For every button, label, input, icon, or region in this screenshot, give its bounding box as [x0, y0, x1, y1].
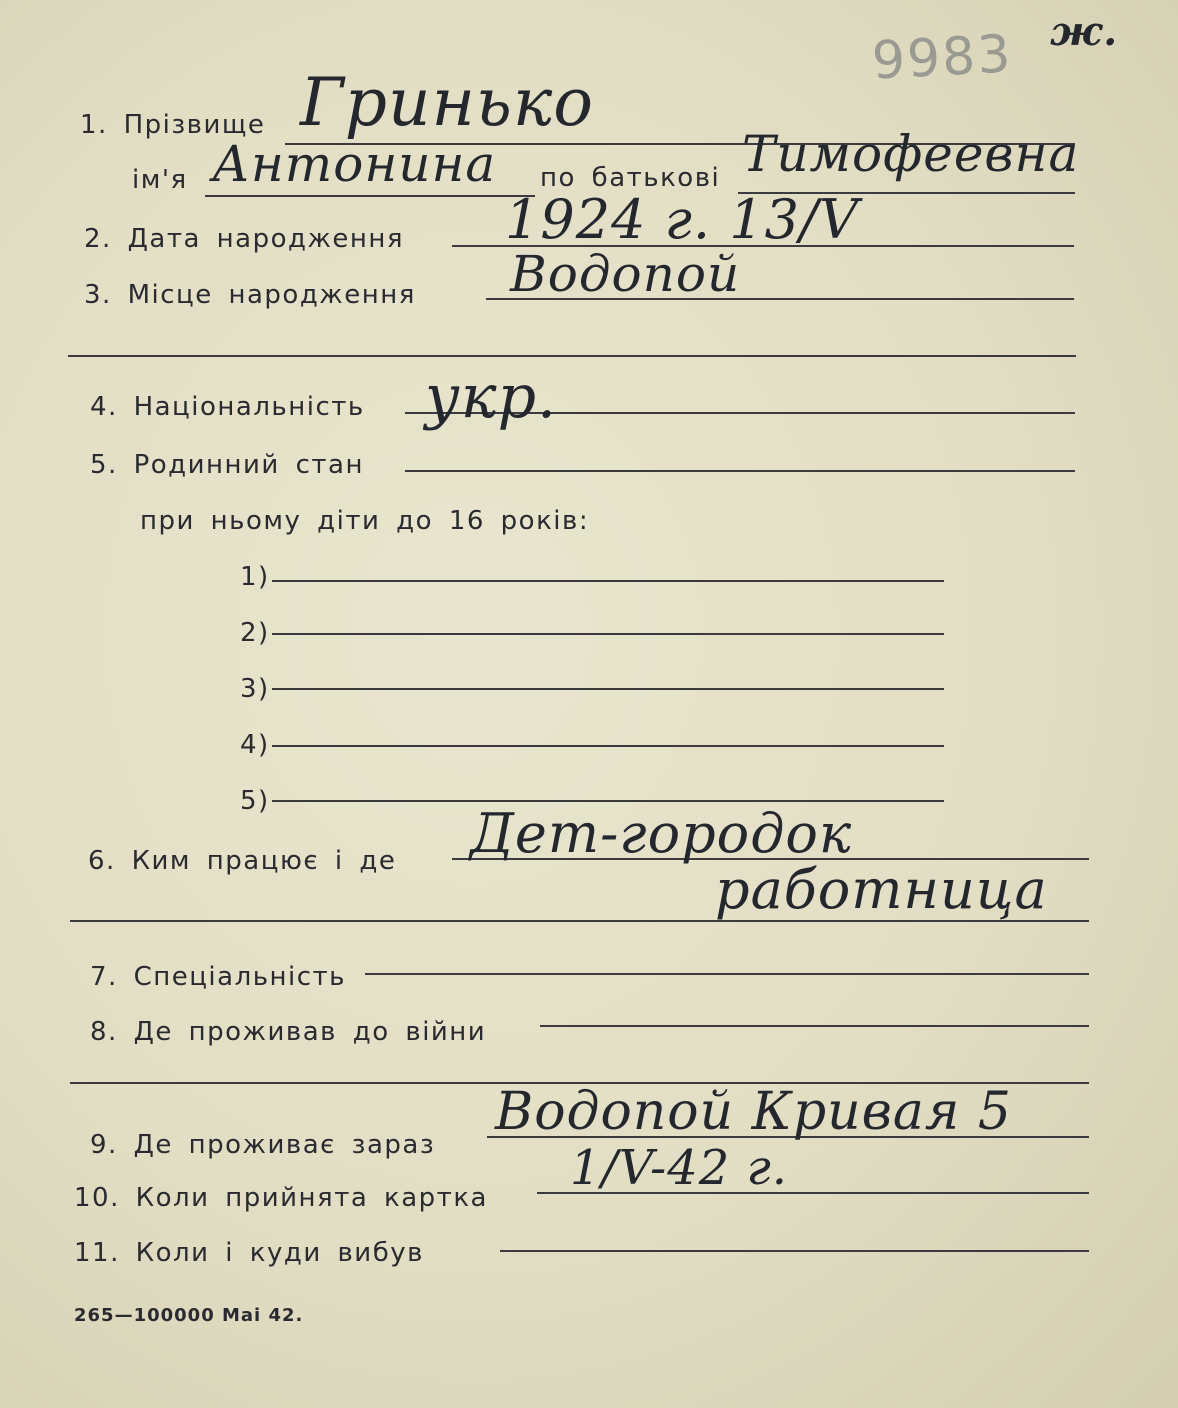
child-3-line[interactable] [272, 688, 944, 690]
nationality-value[interactable]: укр. [425, 362, 558, 432]
child-2-number: 2) [240, 618, 270, 648]
current-label: 9. Де проживає зараз [90, 1130, 436, 1160]
birth-place-line-2 [68, 355, 1076, 357]
left-line[interactable] [500, 1250, 1089, 1252]
print-run-imprint: 265—100000 Mai 42. [74, 1305, 304, 1326]
child-1-line[interactable] [272, 580, 944, 582]
work-label: 6. Ким працює і де [88, 846, 397, 876]
card-date-value[interactable]: 1/V-42 г. [570, 1140, 789, 1196]
surname-value[interactable]: Гринько [300, 64, 595, 141]
surname-label: 1. Прізвище [80, 110, 266, 140]
work-value-1[interactable]: Дет-городок [470, 802, 853, 865]
children-label: при ньому діти до 16 років: [140, 506, 590, 536]
current-value[interactable]: Водопой Кривая 5 [495, 1082, 1012, 1142]
birth-date-label: 2. Дата народження [84, 224, 405, 254]
left-label: 11. Коли і куди вибув [74, 1238, 424, 1268]
archive-number: 9983 [870, 24, 1014, 92]
child-4-line[interactable] [272, 745, 944, 747]
child-3-number: 3) [240, 674, 270, 704]
speciality-label: 7. Спеціальність [90, 962, 347, 992]
child-5-number: 5) [240, 786, 270, 816]
child-1-number: 1) [240, 562, 270, 592]
work-value-2[interactable]: работница [715, 858, 1048, 921]
name-line [205, 195, 535, 197]
speciality-line[interactable] [365, 973, 1089, 975]
birth-date-value[interactable]: 1924 г. 13/V [505, 188, 860, 251]
prewar-label: 8. Де проживав до війни [90, 1017, 487, 1047]
name-label: ім'я [132, 165, 188, 195]
birth-place-label: 3. Місце народження [84, 280, 416, 310]
child-2-line[interactable] [272, 633, 944, 635]
patronymic-value[interactable]: Тимофеевна [742, 125, 1080, 183]
child-4-number: 4) [240, 730, 270, 760]
card-date-label: 10. Коли прийнята картка [74, 1183, 488, 1213]
marital-line [405, 470, 1075, 472]
name-value[interactable]: Антонина [212, 135, 497, 193]
nationality-label: 4. Національність [90, 392, 365, 422]
birth-place-value[interactable]: Водопой [510, 245, 741, 303]
prewar-line[interactable] [540, 1025, 1089, 1027]
patronymic-label: по батькові [540, 163, 721, 193]
corner-mark: ж. [1050, 8, 1119, 55]
marital-label: 5. Родинний стан [90, 450, 364, 480]
